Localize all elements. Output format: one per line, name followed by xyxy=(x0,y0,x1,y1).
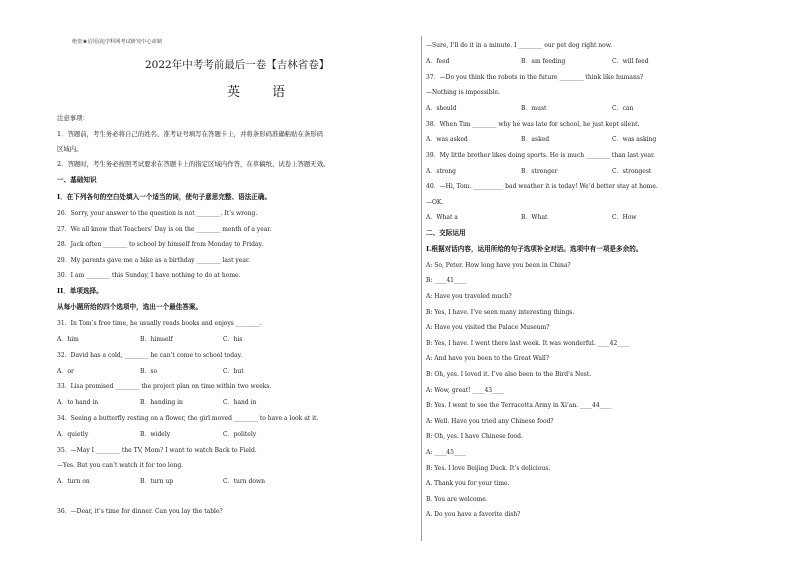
option-35-c: C．turn down xyxy=(223,478,265,485)
dialogue-line-2: B: ____41____ xyxy=(426,277,466,284)
option-40-a: A．What a xyxy=(426,214,458,221)
option-40-c: C．How xyxy=(612,214,637,221)
part-1-heading: I．在下列各句的空白处填入一个适当的词，使句子意思完整、语法正确。 xyxy=(57,193,272,201)
question-27: 27．We all know that Teachers’ Day is on the ________ month of a year. xyxy=(57,226,272,233)
option-39-c: C．strongest xyxy=(612,168,652,175)
option-40-b: B．What xyxy=(521,214,548,221)
dialogue-line-8: B: Oh, yes. I loved it. I’ve also been to the Bird’s Nest. xyxy=(426,371,592,378)
question-34: 34．Seeing a butterfly resting on a flower, the girl moved ________ to have a look at it. xyxy=(57,415,319,422)
dialogue-line-5: A: Have you visited the Palace Museum? xyxy=(426,324,550,331)
question-33: 33．Lisa promised ________ the project plan on time within two weeks. xyxy=(57,383,272,390)
option-37-c: C．can xyxy=(612,105,634,112)
option-39-b: B．stronger xyxy=(521,168,558,175)
answer-option-b: B. You are welcome. xyxy=(426,496,488,503)
dialogue-line-10: B: Yes. I went to see the Terracotta Army in Xi’an. ____44____ xyxy=(426,402,612,409)
option-34-b: B．widely xyxy=(140,431,171,438)
option-33-a: A．to hand in xyxy=(57,399,99,406)
option-33-b: B．handing in xyxy=(140,399,183,406)
question-28: 28．Jack often ________ to school by himself from Monday to Friday. xyxy=(57,241,263,248)
option-35-a: A．turn on xyxy=(57,478,90,485)
dialogue-line-3: A: Have you traveled much? xyxy=(426,293,512,300)
dialogue-line-13: A: ____45____ xyxy=(426,449,466,456)
question-36: 36．—Dear, it’s time for dinner. Can you lay the table? xyxy=(57,508,223,515)
option-38-c: C．was asking xyxy=(612,136,657,143)
question-35: 35．—May I ________ the TV, Mom? I want to watch Back to Field. xyxy=(57,447,257,454)
option-31-b: B．himself xyxy=(140,336,173,343)
answer-option-a: A. Thank you for your time. xyxy=(426,480,510,487)
question-39: 39．My little brother likes doing sports. He is much ________ than last year. xyxy=(426,152,656,159)
question-30: 30．I am ________ this Sunday, I have nothing to do at home. xyxy=(57,272,241,279)
dialogue-line-4: B: Yes, I have. I’ve seen many interesting things. xyxy=(426,309,575,316)
exam-title: 2022年中考考前最后一卷【吉林省卷】 xyxy=(145,59,330,71)
note-1: 1．答题前，考生务必将自己的姓名、准考证号填写在答题卡上，并将条形码准确粘贴在条形码 xyxy=(57,130,324,138)
question-40: 40．—Hi, Tom. __________ bad weather it is today! We’d better stay at home. xyxy=(426,183,658,190)
option-36-b: B．am feeding xyxy=(521,58,566,65)
dialogue-line-11: A: Well. Have you tried any Chinese food? xyxy=(426,418,554,425)
option-32-a: A．or xyxy=(57,368,74,375)
question-37: 37．—Do you think the robots in the future ________ think like humans? xyxy=(426,74,644,81)
option-39-a: A．strong xyxy=(426,168,457,175)
dialogue-line-7: A: And have you been to the Great Wall? xyxy=(426,355,550,362)
option-31-a: A．him xyxy=(57,336,79,343)
dialogue-line-1: A: So, Peter. How long have you been in China? xyxy=(426,262,571,269)
dialogue-line-14: B: Yes. I love Beijing Duck. It’s delicious. xyxy=(426,465,551,472)
option-38-a: A．was asked xyxy=(426,136,468,143)
option-35-b: B．turn up xyxy=(140,478,174,485)
secret-mark: 绝密★启用前|学科网考试研究中心命制 xyxy=(72,39,162,45)
option-31-c: C．his xyxy=(223,336,243,343)
dialogue-line-12: B: Oh, yes. I have Chinese food. xyxy=(426,433,523,440)
question-32: 32．David has a cold, ________ he can’t come to school today. xyxy=(57,352,243,359)
question-36-reply: —Sure, I’ll do it in a minute. I ________ our pet dog right now. xyxy=(426,42,613,49)
part-2-heading: 从每小题所给的四个选项中，选出一个最佳答案。 xyxy=(57,303,203,311)
question-37-reply: —Nothing is impossible. xyxy=(426,89,500,96)
option-32-b: B．so xyxy=(140,368,158,375)
option-32-c: C．but xyxy=(223,368,244,375)
section-2-heading: 二、交际运用 xyxy=(426,229,466,237)
subject-title: 英 语 xyxy=(227,85,300,100)
question-26: 26．Sorry, your answer to the question is not ________. It’s wrong. xyxy=(57,210,258,217)
question-35-reply: —Yes. But you can’t watch it for too long. xyxy=(57,462,184,469)
option-36-c: C．will feed xyxy=(612,58,649,65)
question-40-reply: —OK. xyxy=(426,199,444,206)
column-divider xyxy=(421,36,422,541)
section-1-heading: 一、基础知识 xyxy=(57,176,97,184)
option-36-a: A．feed xyxy=(426,58,450,65)
dialogue-line-6: B: Yes, I have. I went there last week. It was wonderful. ____42____ xyxy=(426,340,630,347)
dialogue-instructions: I.根据对话内容，运用所给的句子选项补全对话。选项中有一项是多余的。 xyxy=(426,245,643,253)
note-2: 2．答题时，考生务必按照考试要求在答题卡上的指定区域内作答，在草稿纸、试卷上答题无效。 xyxy=(57,160,330,168)
question-38: 38．When Tim ________ why he was late for school, he just kept silent. xyxy=(426,121,640,128)
notes-heading: 注意事项： xyxy=(57,114,89,122)
question-29: 29．My parents gave me a bike as a birthday ________ last year. xyxy=(57,257,251,264)
part-2-title: II．单项选择。 xyxy=(57,287,103,295)
question-31: 31．In Tom’s free time, he usually reads books and enjoys ________. xyxy=(57,320,262,327)
option-34-a: A．quietly xyxy=(57,431,89,438)
option-37-b: B．must xyxy=(521,105,547,112)
dialogue-line-9: A: Wow, great! ____43____ xyxy=(426,387,505,394)
note-1-cont: 区域内。 xyxy=(57,145,83,153)
answer-option-a2: A. Do you have a favorite dish? xyxy=(426,511,521,518)
option-37-a: A．should xyxy=(426,105,457,112)
option-38-b: B．asked xyxy=(521,136,550,143)
option-33-c: C．hand in xyxy=(223,399,257,406)
option-34-c: C．politely xyxy=(223,431,257,438)
